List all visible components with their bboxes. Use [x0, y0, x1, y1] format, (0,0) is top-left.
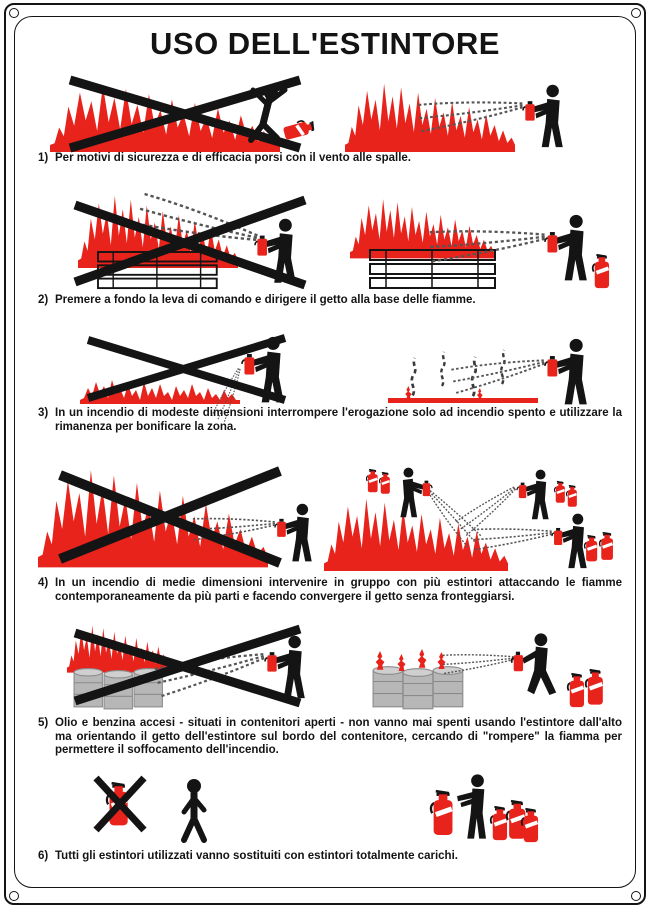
- figure-3-right: [380, 330, 610, 408]
- figure-4-wrong: [30, 455, 320, 573]
- instruction-3: [38, 407, 622, 434]
- instruction-text: Olio e benzina accesi - situati in contenitori aperti - non vanno mai spenti usando l'estintore dall'alto ma orientando il getto dell'estintore sul bordo del contenitore, cercando di "rompere" la fiamma per permettere il soffocamento dell'incendio.: [55, 717, 622, 756]
- page-title: USO DELL'ESTINTORE: [150, 26, 500, 61]
- instruction-number: 2): [38, 294, 49, 306]
- instruction-number: 1): [38, 152, 49, 164]
- figure-6-right: [420, 770, 590, 845]
- screw-hole: [9, 891, 19, 901]
- instruction-number: 5): [38, 717, 49, 729]
- screw-hole: [9, 8, 19, 18]
- instruction-2: [38, 294, 622, 308]
- instruction-4: [38, 577, 622, 604]
- figure-1-right: [345, 76, 615, 152]
- figure-5-wrong: [55, 615, 320, 713]
- instruction-text: In un incendio di modeste dimensioni interrompere l'erogazione solo ad incendio spento e utilizzare la rimanenza per bonificare la zona.: [55, 407, 622, 433]
- screw-hole: [631, 891, 641, 901]
- instruction-6: [38, 850, 622, 864]
- figure-2-right: [340, 190, 620, 292]
- instruction-1: [38, 152, 622, 166]
- instruction-text: Tutti gli estintori utilizzati vanno sostituiti con estintori totalmente carichi.: [55, 850, 458, 862]
- figure-2-wrong: [60, 190, 320, 292]
- instruction-text: Per motivi di sicurezza e di efficacia porsi con il vento alle spalle.: [55, 152, 411, 164]
- instruction-text: Premere a fondo la leva di comando e dirigere il getto alla base delle fiamme.: [55, 294, 476, 306]
- instruction-text: In un incendio di medie dimensioni intervenire in gruppo con più estintori attaccando le fiamme contemporaneamente da più parti e facendo convergere il getto senza fronteggiarsi.: [55, 577, 622, 603]
- instruction-number: 6): [38, 850, 49, 862]
- figure-1-wrong: [50, 76, 320, 152]
- figure-6-wrong: [78, 770, 238, 845]
- figure-4-right: [322, 455, 620, 573]
- figure-3-wrong: [70, 330, 305, 408]
- instruction-number: 3): [38, 407, 49, 419]
- figure-5-right: [362, 615, 618, 713]
- instruction-number: 4): [38, 577, 49, 589]
- instruction-5: [38, 717, 622, 758]
- screw-hole: [631, 8, 641, 18]
